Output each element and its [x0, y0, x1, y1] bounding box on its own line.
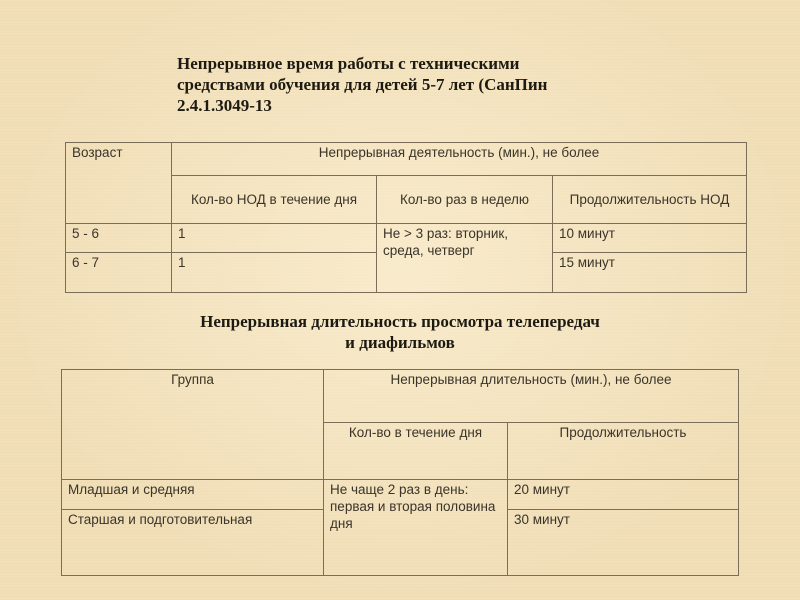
header-age: Возраст [66, 143, 172, 224]
subheader-times-per-week: Кол-во раз в неделю [377, 176, 553, 224]
age-cell: 6 - 7 [66, 253, 172, 293]
frequency-cell: Не чаще 2 раз в день: первая и вторая половина дня [324, 480, 508, 576]
duration-cell: 10 минут [553, 224, 747, 253]
age-cell: 5 - 6 [66, 224, 172, 253]
group-cell: Младшая и средняя [62, 480, 324, 510]
tso-table [65, 142, 747, 293]
weekly-cell: Не > 3 раз: вторник, среда, четверг [377, 224, 553, 293]
tv-viewing-table [61, 369, 739, 576]
header-group: Группа [62, 370, 324, 480]
header-activity: Непрерывная деятельность (мин.), не более [172, 143, 747, 176]
title-tv-viewing: Непрерывная длительность просмотра телепередач и диафильмов [200, 312, 600, 352]
subheader-duration: Продолжительность [508, 423, 739, 480]
header-duration: Непрерывная длительность (мин.), не более [324, 370, 739, 423]
duration-cell: 30 минут [508, 510, 739, 576]
subheader-count: Кол-во в течение дня [324, 423, 508, 480]
subheader-duration: Продолжительность НОД [553, 176, 747, 224]
title-tso: Непрерывное время работы с техническими средствами обучения для детей 5-7 лет (СанПин 2.4.1.3049-13 [177, 54, 548, 115]
subheader-count-per-day: Кол-во НОД в течение дня [172, 176, 377, 224]
count-cell: 1 [172, 224, 377, 253]
duration-cell: 15 минут [553, 253, 747, 293]
count-cell: 1 [172, 253, 377, 293]
group-cell: Старшая и подготовительная [62, 510, 324, 576]
duration-cell: 20 минут [508, 480, 739, 510]
